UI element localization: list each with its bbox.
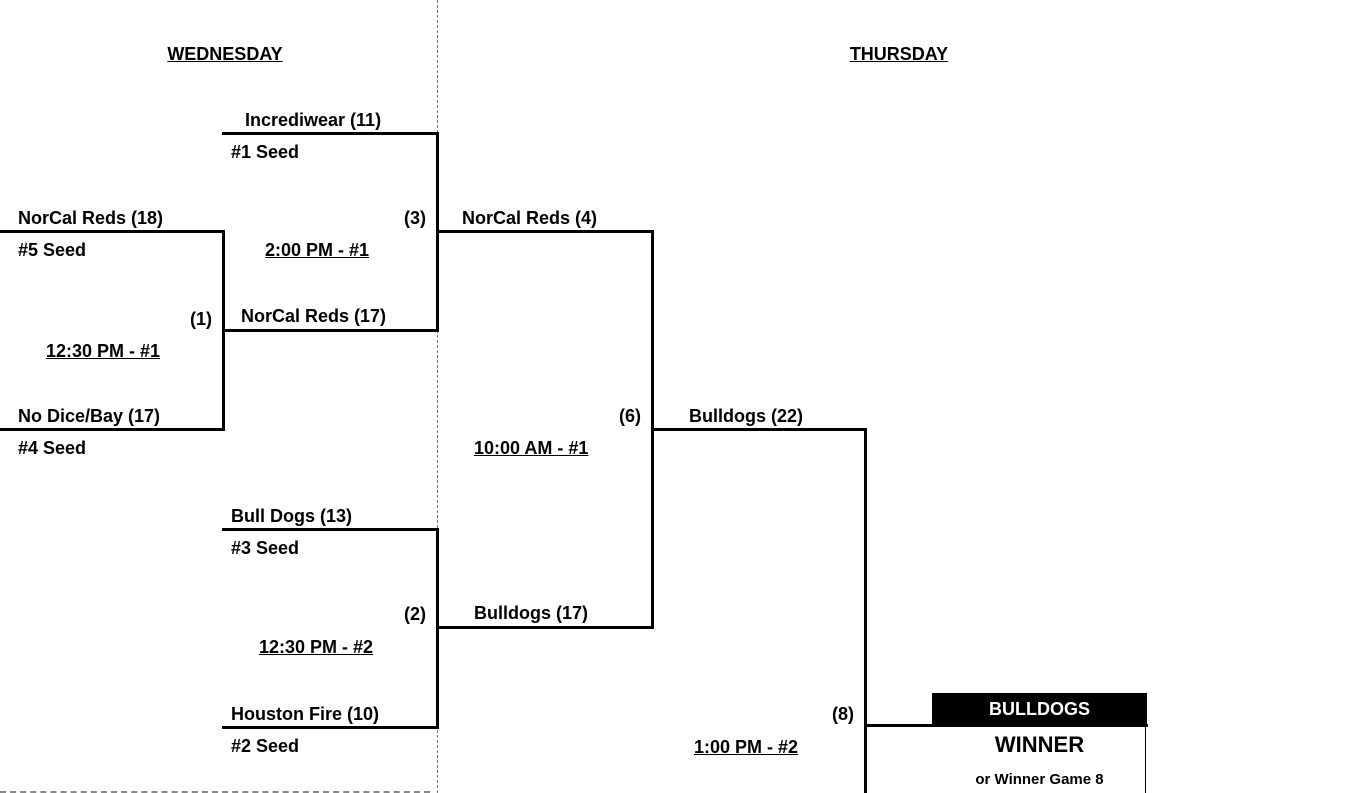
bracket-line [222, 726, 439, 729]
bracket-line [436, 626, 654, 629]
game-time: 12:30 PM - #2 [259, 637, 374, 657]
winner-label: WINNER [994, 732, 1085, 757]
game-number: (6) [619, 406, 641, 426]
team-slot: No Dice/Bay (17) [18, 406, 161, 426]
seed-label: #2 Seed [231, 736, 300, 756]
bracket-line [436, 230, 654, 233]
seed-label: #3 Seed [231, 538, 300, 558]
seed-label: #4 Seed [18, 438, 87, 458]
seed-label: #1 Seed [231, 142, 300, 162]
bracket-line [0, 428, 224, 431]
thursday-header: THURSDAY [849, 44, 949, 64]
seed-label: #5 Seed [18, 240, 87, 260]
game-number: (1) [190, 309, 212, 329]
team-slot: NorCal Reds (17) [241, 306, 387, 326]
bracket-line [0, 230, 224, 233]
bracket-line [222, 132, 439, 135]
team-slot: Bull Dogs (13) [231, 506, 353, 526]
team-slot: Bulldogs (17) [474, 603, 589, 623]
game-number: (2) [404, 604, 426, 624]
game-number: (8) [832, 704, 854, 724]
team-slot: Bulldogs (22) [689, 406, 804, 426]
team-slot: Incrediwear (11) [245, 110, 382, 130]
team-slot: NorCal Reds (4) [462, 208, 598, 228]
game-time: 12:30 PM - #1 [46, 341, 161, 361]
bracket-line [864, 428, 867, 793]
game-number: (3) [404, 208, 426, 228]
bracket-line [651, 428, 867, 431]
winner-note: or Winner Game 8 [975, 771, 1104, 788]
team-slot: NorCal Reds (18) [18, 208, 164, 228]
game-time: 2:00 PM - #1 [265, 240, 370, 260]
champion-name: BULLDOGS [989, 699, 1090, 719]
champion-banner [932, 693, 1147, 726]
team-slot: Houston Fire (10) [231, 704, 380, 724]
game-time: 10:00 AM - #1 [474, 438, 589, 458]
game-time: 1:00 PM - #2 [694, 737, 799, 757]
wednesday-header: WEDNESDAY [167, 44, 283, 64]
bracket-line [222, 528, 439, 531]
bracket-line [222, 329, 439, 332]
